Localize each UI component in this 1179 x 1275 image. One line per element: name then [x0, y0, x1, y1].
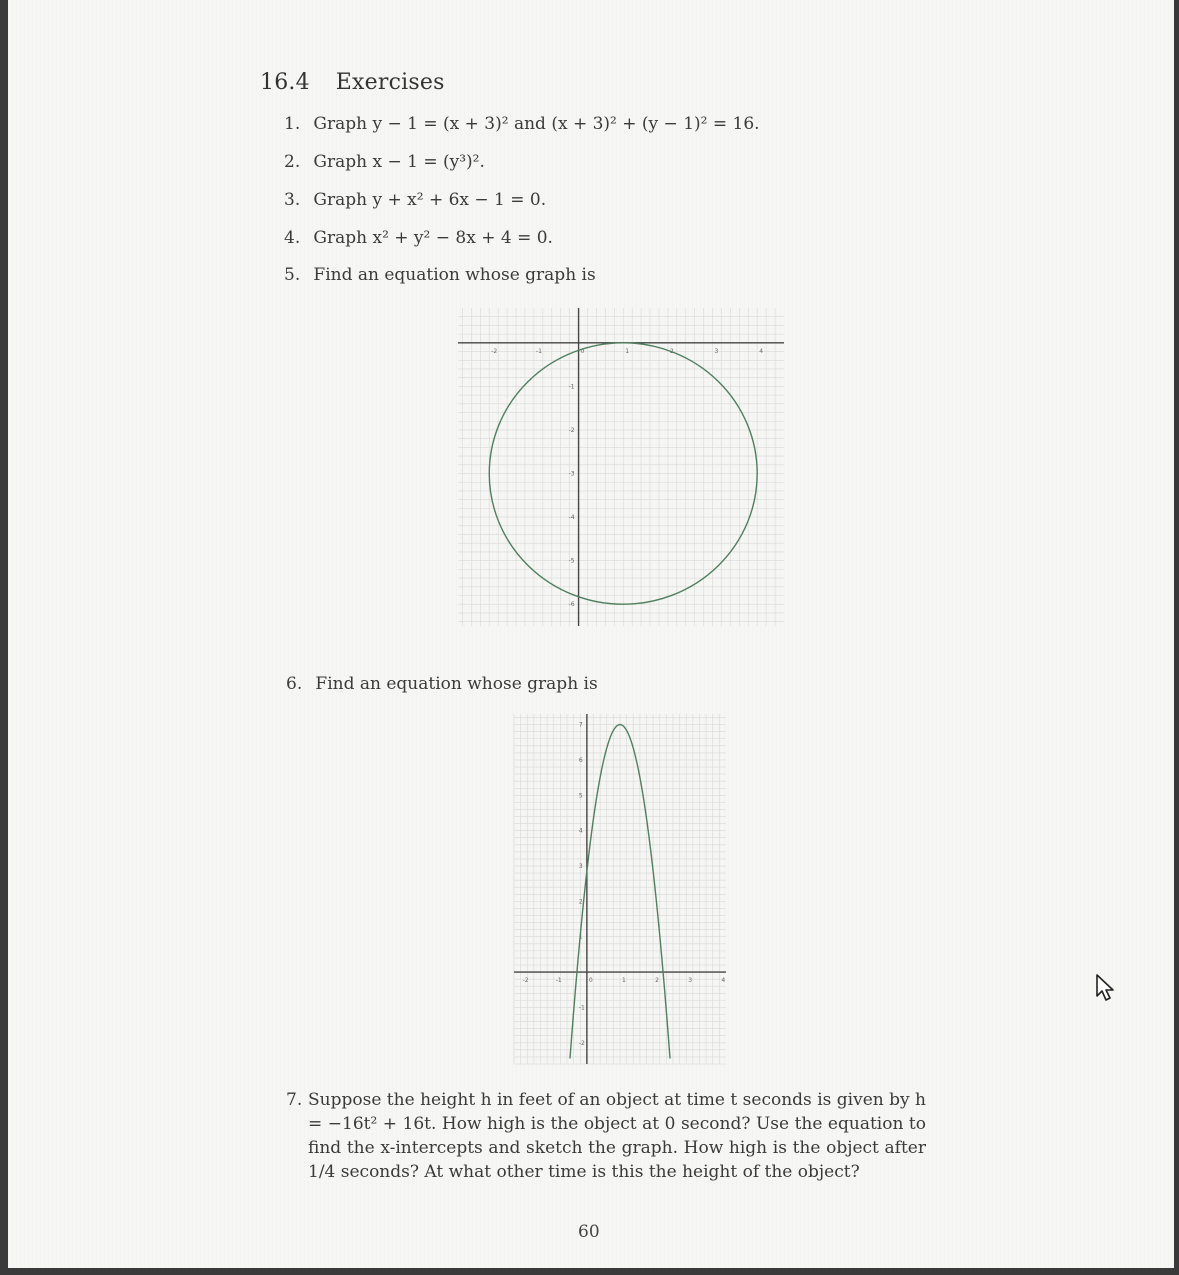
x-tick-label: 0: [580, 347, 585, 355]
x-tick-label: 2: [655, 977, 659, 985]
exercise-3: [284, 190, 546, 210]
exercise-text: Graph x² + y² − 8x + 4 = 0.: [313, 228, 553, 248]
exercise-text: Suppose the height h in feet of an object at time t seconds is given by h = −16t² + 16t. How high is the object at 0 second? Use the equation to find the x-intercepts and sketch the graph. How high is the object after 1/4 seconds? At what other time is this the height of the object?: [308, 1090, 926, 1182]
exercise-4: [284, 228, 553, 248]
exercise-number: 3.: [284, 190, 301, 210]
y-tick-label: 3: [578, 863, 583, 871]
y-tick-label: -4: [568, 514, 575, 522]
y-tick-label: -2: [578, 1039, 585, 1047]
exercise-number: 2.: [284, 152, 301, 172]
mouse-pointer-icon: [1094, 972, 1118, 1002]
section-number: 16.4: [260, 70, 310, 95]
y-tick-label: 4: [578, 827, 583, 835]
section-title: Exercises: [335, 70, 445, 95]
parabola-graph: [506, 706, 730, 1068]
y-tick-label: -1: [568, 383, 575, 391]
exercise-number: 5.: [284, 265, 301, 285]
exercise-number: 1.: [284, 114, 301, 134]
x-tick-label: 4: [721, 977, 726, 985]
exercise-text: Find an equation whose graph is: [315, 674, 598, 694]
y-tick-label: -1: [578, 1004, 585, 1012]
exercise-2: [284, 152, 485, 172]
y-tick-label: 7: [578, 721, 583, 729]
section-heading: [260, 70, 445, 95]
exercise-number: 4.: [284, 228, 301, 248]
x-tick-label: 4: [759, 347, 764, 355]
exercise-text: Graph y − 1 = (x + 3)² and (x + 3)² + (y − 1)² = 16.: [313, 114, 760, 134]
y-tick-label: -3: [568, 470, 575, 478]
y-tick-label: 5: [578, 792, 583, 800]
exercise-5: [284, 265, 596, 285]
circle-graph: [448, 300, 788, 630]
x-tick-label: -2: [491, 347, 498, 355]
x-tick-label: 1: [622, 977, 626, 985]
x-tick-label: -2: [522, 977, 529, 985]
exercise-text: Graph y + x² + 6x − 1 = 0.: [313, 190, 547, 210]
y-tick-label: -2: [568, 426, 575, 434]
y-tick-label: -5: [568, 557, 575, 565]
x-tick-label: 2: [669, 347, 674, 355]
document-page: [8, 0, 1174, 1268]
exercise-text: Find an equation whose graph is: [313, 265, 596, 285]
x-tick-label: 3: [688, 977, 693, 985]
x-tick-label: 1: [625, 347, 630, 355]
x-tick-label: -1: [555, 977, 562, 985]
x-tick-label: -1: [535, 347, 542, 355]
exercise-number: 7.: [286, 1090, 303, 1110]
y-tick-label: -6: [568, 601, 575, 609]
y-tick-label: 2: [578, 898, 583, 906]
exercise-1: [284, 114, 760, 134]
y-tick-label: 1: [578, 933, 583, 941]
exercise-number: 6.: [286, 674, 303, 694]
x-tick-label: 0: [588, 977, 593, 985]
exercise-6: [286, 674, 598, 694]
exercise-text: Graph x − 1 = (y³)².: [313, 152, 485, 172]
y-tick-label: 6: [578, 756, 583, 764]
exercise-7: [286, 1088, 926, 1184]
x-tick-label: 3: [714, 347, 719, 355]
page-number: 60: [578, 1222, 600, 1242]
